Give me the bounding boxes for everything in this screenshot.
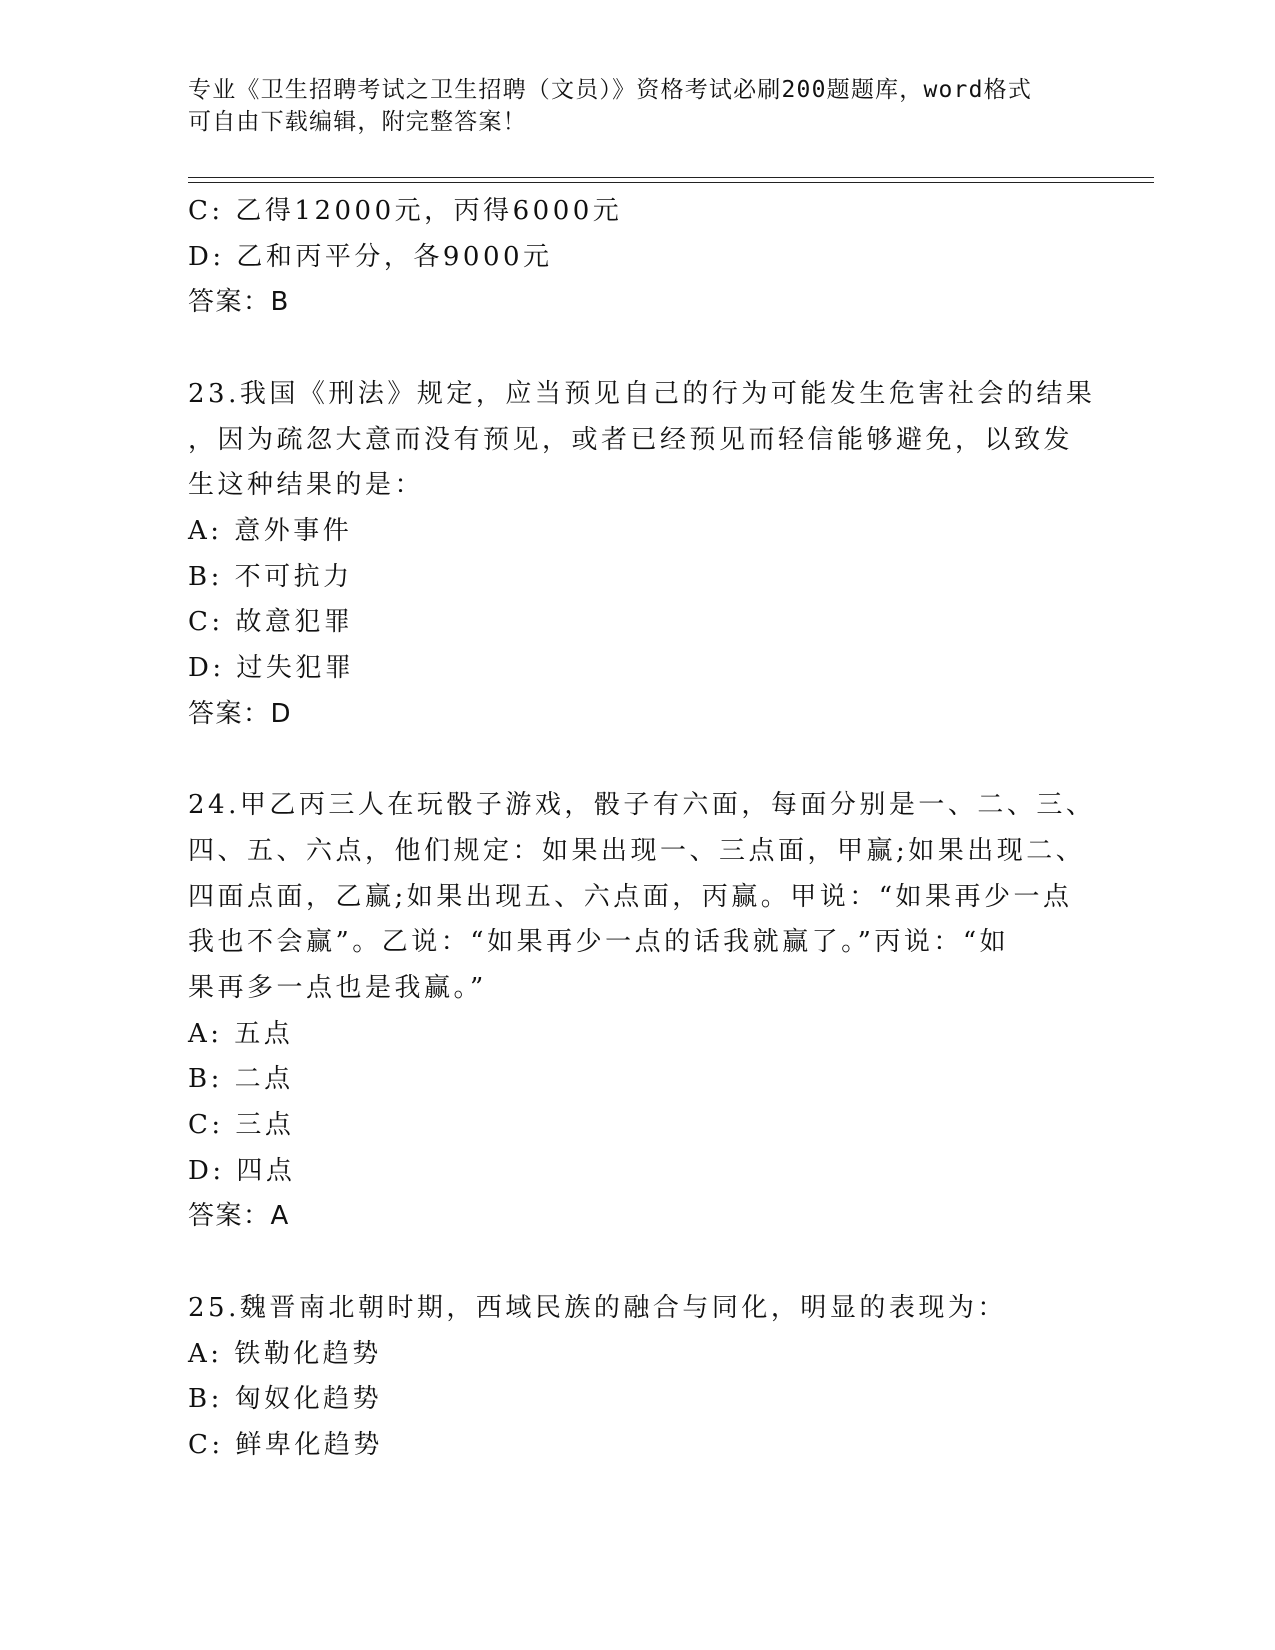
option-d: D: 乙和丙平分，各9000元 [188, 241, 553, 272]
option-c: C: 乙得12000元，丙得6000元 [188, 196, 623, 226]
question-stem-line: 我也不会赢”。乙说：“如果再少一点的话我就赢了。”丙说：“如 [188, 927, 1010, 958]
question-stem-line: 24.甲乙丙三人在玩骰子游戏，骰子有六面，每面分别是一、二、三、 [188, 790, 1096, 821]
answer: 答案：A [188, 1201, 290, 1232]
question-stem-line: 23.我国《刑法》规定，应当预见自己的行为可能发生危害社会的结果 [188, 378, 1096, 409]
question-stem-line: 生这种结果的是： [188, 470, 425, 501]
option-d: D: 四点 [188, 1155, 296, 1186]
option-b: B: 不可抗力 [188, 561, 353, 592]
option-a: A: 铁勒化趋势 [188, 1338, 382, 1369]
spacer [188, 1240, 1068, 1286]
option-d: D: 过失犯罪 [188, 653, 355, 684]
document-header [188, 74, 1088, 138]
question-25 [188, 1286, 1068, 1469]
question-22-tail [188, 189, 1068, 326]
header-line-1: 专业《卫生招聘考试之卫生招聘（文员）》资格考试必刷200题题库，word格式 [188, 77, 1033, 103]
header-line-2: 可自由下载编辑，附完整答案！ [188, 109, 527, 135]
question-stem-line: 四、五、六点，他们规定：如果出现一、三点面，甲赢;如果出现二、 [188, 835, 1086, 866]
option-c: C: 鲜卑化趋势 [188, 1429, 383, 1460]
option-a: A: 意外事件 [188, 515, 353, 546]
header-divider-top [188, 177, 1154, 178]
spacer [188, 737, 1068, 783]
answer: 答案：B [188, 287, 290, 318]
question-24 [188, 783, 1096, 1240]
question-stem-line: 四面点面，乙赢;如果出现五、六点面，丙赢。甲说：“如果再少一点 [188, 881, 1073, 912]
option-c: C: 三点 [188, 1110, 295, 1141]
option-b: B: 匈奴化趋势 [188, 1384, 383, 1415]
answer: 答案：D [188, 698, 293, 729]
question-stem-line: 25.魏晋南北朝时期，西域民族的融合与同化，明显的表现为： [188, 1292, 1007, 1323]
option-c: C: 故意犯罪 [188, 607, 354, 638]
question-stem-line: ，因为疏忽大意而没有预见，或者已经预见而轻信能够避免，以致发 [188, 424, 1074, 455]
document-body [188, 189, 1096, 1469]
question-stem-line: 果再多一点也是我赢。” [188, 972, 487, 1003]
header-divider-bottom [188, 182, 1154, 183]
question-23 [188, 372, 1096, 738]
option-b: B: 二点 [188, 1064, 294, 1095]
spacer [188, 326, 1068, 372]
option-a: A: 五点 [188, 1018, 294, 1049]
